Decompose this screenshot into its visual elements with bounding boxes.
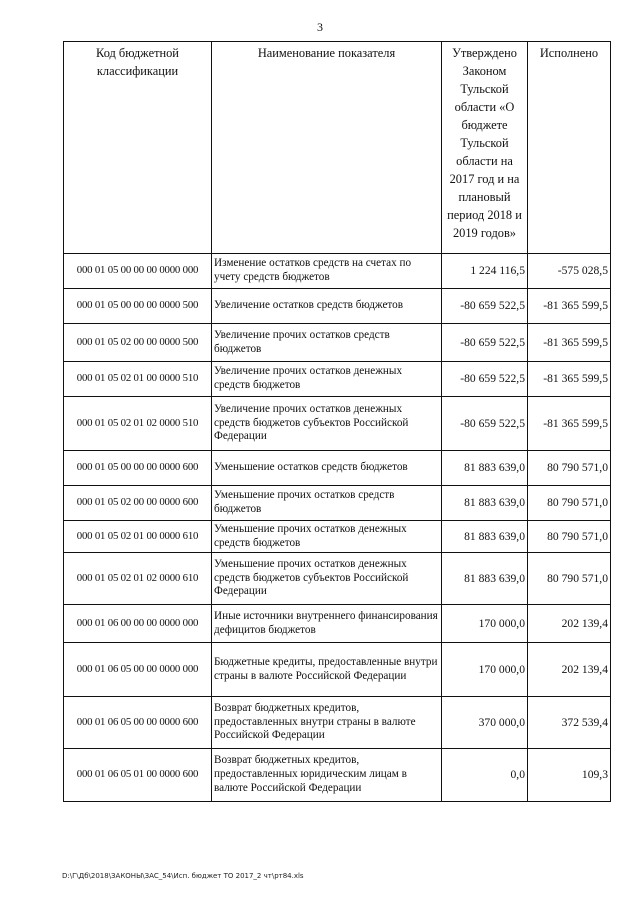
table-row — [64, 643, 611, 697]
cell-code: 000 01 05 02 01 02 0000 610 — [64, 553, 212, 605]
table-row — [64, 697, 611, 749]
cell-name: Бюджетные кредиты, предоставленные внутри страны в валюте Российской Федерации — [212, 643, 442, 697]
header-approved: Утверждено Законом Тульской области «О бюджете Тульской области на 2017 год и на плановый период 2018 и 2019 годов» — [442, 42, 528, 254]
cell-executed: -575 028,5 — [528, 254, 611, 289]
cell-executed: 80 790 571,0 — [528, 486, 611, 521]
page-number: 3 — [317, 20, 323, 34]
budget-table — [63, 41, 611, 802]
table-row — [64, 605, 611, 643]
cell-executed: -81 365 599,5 — [528, 324, 611, 362]
cell-code: 000 01 05 00 00 00 0000 600 — [64, 451, 212, 486]
header-code: Код бюджетной классификации — [64, 42, 212, 254]
cell-executed: 202 139,4 — [528, 643, 611, 697]
cell-executed: -81 365 599,5 — [528, 289, 611, 324]
cell-code: 000 01 05 02 00 00 0000 500 — [64, 324, 212, 362]
table-row — [64, 362, 611, 397]
cell-approved: 81 883 639,0 — [442, 451, 528, 486]
table-row — [64, 749, 611, 802]
cell-name: Уменьшение прочих остатков денежных средств бюджетов — [212, 521, 442, 553]
cell-approved: 81 883 639,0 — [442, 553, 528, 605]
cell-name: Увеличение прочих остатков средств бюджетов — [212, 324, 442, 362]
table-row — [64, 451, 611, 486]
cell-code: 000 01 06 00 00 00 0000 000 — [64, 605, 212, 643]
cell-approved: -80 659 522,5 — [442, 324, 528, 362]
cell-code: 000 01 05 00 00 00 0000 000 — [64, 254, 212, 289]
cell-code: 000 01 06 05 01 00 0000 600 — [64, 749, 212, 802]
cell-executed: 80 790 571,0 — [528, 451, 611, 486]
cell-executed: 109,3 — [528, 749, 611, 802]
cell-name: Уменьшение прочих остатков денежных средств бюджетов субъектов Российской Федерации — [212, 553, 442, 605]
footer-file-path: D:\Г\Дб\2018\ЗАКОНЫ\ЗАС_54\Исп. бюджет ТО 2017_2 чт\рт84.xls — [62, 872, 304, 880]
cell-executed: 202 139,4 — [528, 605, 611, 643]
cell-name: Увеличение прочих остатков денежных средств бюджетов субъектов Российской Федерации — [212, 397, 442, 451]
cell-code: 000 01 05 00 00 00 0000 500 — [64, 289, 212, 324]
cell-name: Увеличение прочих остатков денежных средств бюджетов — [212, 362, 442, 397]
cell-name: Возврат бюджетных кредитов, предоставленных внутри страны в валюте Российской Федерации — [212, 697, 442, 749]
cell-approved: -80 659 522,5 — [442, 397, 528, 451]
header-name: Наименование показателя — [212, 42, 442, 254]
table-row — [64, 254, 611, 289]
cell-code: 000 01 05 02 01 00 0000 610 — [64, 521, 212, 553]
table-row — [64, 397, 611, 451]
cell-code: 000 01 05 02 01 02 0000 510 — [64, 397, 212, 451]
cell-approved: 0,0 — [442, 749, 528, 802]
cell-name: Уменьшение остатков средств бюджетов — [212, 451, 442, 486]
cell-executed: 372 539,4 — [528, 697, 611, 749]
cell-executed: 80 790 571,0 — [528, 553, 611, 605]
header-executed: Исполнено — [528, 42, 611, 254]
cell-executed: -81 365 599,5 — [528, 362, 611, 397]
cell-name: Уменьшение прочих остатков средств бюджетов — [212, 486, 442, 521]
cell-name: Изменение остатков средств на счетах по учету средств бюджетов — [212, 254, 442, 289]
cell-approved: -80 659 522,5 — [442, 289, 528, 324]
table-row — [64, 289, 611, 324]
cell-approved: 170 000,0 — [442, 643, 528, 697]
cell-code: 000 01 05 02 00 00 0000 600 — [64, 486, 212, 521]
cell-approved: 81 883 639,0 — [442, 486, 528, 521]
table-row — [64, 486, 611, 521]
cell-code: 000 01 05 02 01 00 0000 510 — [64, 362, 212, 397]
table-row — [64, 324, 611, 362]
table-header-row — [64, 42, 611, 254]
cell-name: Иные источники внутреннего финансирования дефицитов бюджетов — [212, 605, 442, 643]
cell-code: 000 01 06 05 00 00 0000 600 — [64, 697, 212, 749]
cell-name: Возврат бюджетных кредитов, предоставленных юридическим лицам в валюте Российской Федерации — [212, 749, 442, 802]
cell-approved: 170 000,0 — [442, 605, 528, 643]
cell-executed: 80 790 571,0 — [528, 521, 611, 553]
cell-approved: -80 659 522,5 — [442, 362, 528, 397]
cell-approved: 1 224 116,5 — [442, 254, 528, 289]
table-row — [64, 521, 611, 553]
cell-executed: -81 365 599,5 — [528, 397, 611, 451]
table-row — [64, 553, 611, 605]
cell-name: Увеличение остатков средств бюджетов — [212, 289, 442, 324]
cell-approved: 370 000,0 — [442, 697, 528, 749]
cell-approved: 81 883 639,0 — [442, 521, 528, 553]
cell-code: 000 01 06 05 00 00 0000 000 — [64, 643, 212, 697]
